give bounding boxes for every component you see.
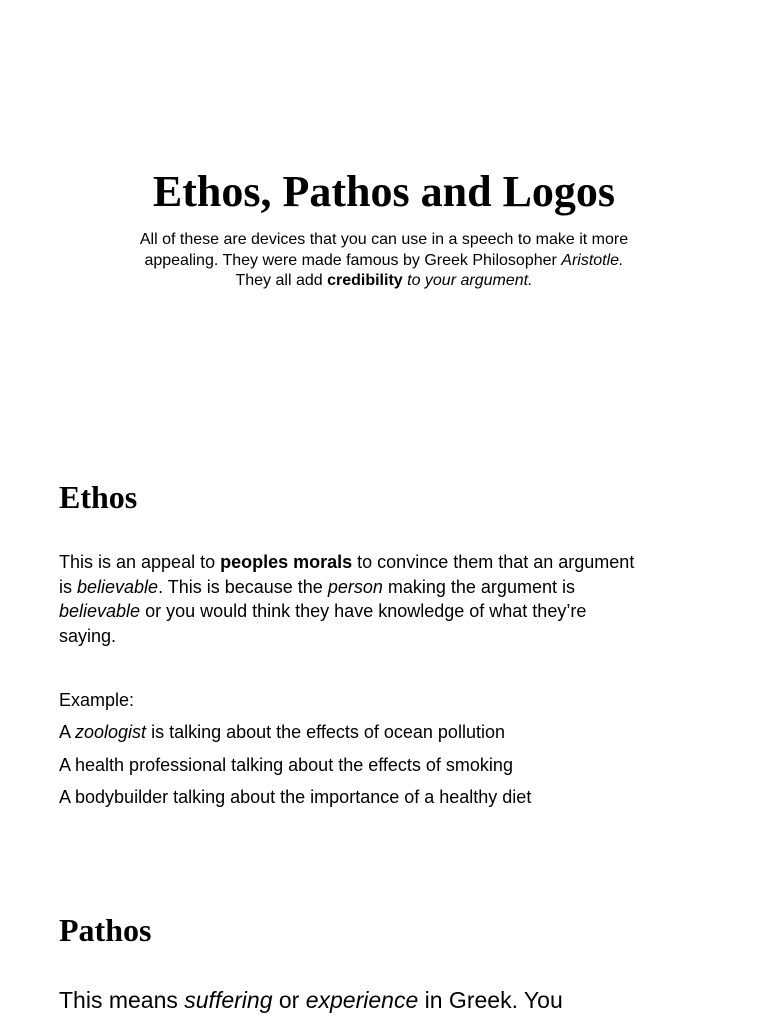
pathos-text: This means <box>59 987 185 1013</box>
intro-text: appealing. They were made famous by Greek Philosopher <box>144 251 562 269</box>
ethos-believable: believable <box>77 576 159 597</box>
intro-italic-text: to your argument. <box>402 272 533 289</box>
ethos-person: person <box>327 576 383 597</box>
example-text: is talking about the effects of ocean pollution <box>146 722 505 742</box>
intro-line-1: All of these are devices that you can use in a speech to make it more <box>139 231 629 248</box>
ethos-line-2 <box>59 575 719 600</box>
ethos-text: This is an appeal to <box>59 552 221 572</box>
intro-line-2 <box>84 251 684 272</box>
intro-line-3 <box>84 271 684 292</box>
example-text: A <box>59 722 76 742</box>
pathos-text: or <box>272 987 306 1013</box>
ethos-text: making the argument is <box>382 576 575 597</box>
pathos-text: in Greek. You <box>418 987 563 1013</box>
pathos-heading: Pathos <box>59 912 152 948</box>
intro-credibility: credibility <box>327 272 403 289</box>
ethos-text: to convince them that an argument <box>352 552 635 572</box>
page-title: Ethos, Pathos and Logos <box>152 167 616 216</box>
ethos-paragraph <box>59 550 719 648</box>
pathos-suffering: suffering <box>184 987 273 1013</box>
example-zoologist: zoologist <box>75 722 147 742</box>
ethos-peoples-morals: peoples morals <box>220 552 353 572</box>
ethos-line-1 <box>59 550 719 575</box>
intro-paragraph <box>84 230 684 292</box>
example-item: A bodybuilder talking about the importance of a healthy diet <box>59 787 532 807</box>
ethos-heading: Ethos <box>59 479 138 515</box>
ethos-line-4: saying. <box>59 625 117 646</box>
pathos-paragraph <box>59 984 759 1016</box>
example-list <box>59 720 531 818</box>
intro-aristotle: Aristotle. <box>561 251 624 269</box>
ethos-text: or you would think they have knowledge of what they’re <box>140 601 587 621</box>
ethos-text: . This is because the <box>158 576 328 597</box>
ethos-text: is <box>59 576 77 597</box>
example-item <box>59 720 531 753</box>
ethos-believable: believable <box>59 601 141 621</box>
ethos-line-3 <box>59 599 719 624</box>
example-label: Example: <box>59 690 135 710</box>
example-item: A health professional talking about the effects of smoking <box>59 754 513 775</box>
intro-text: They all add <box>235 272 328 289</box>
pathos-experience: experience <box>305 987 419 1013</box>
